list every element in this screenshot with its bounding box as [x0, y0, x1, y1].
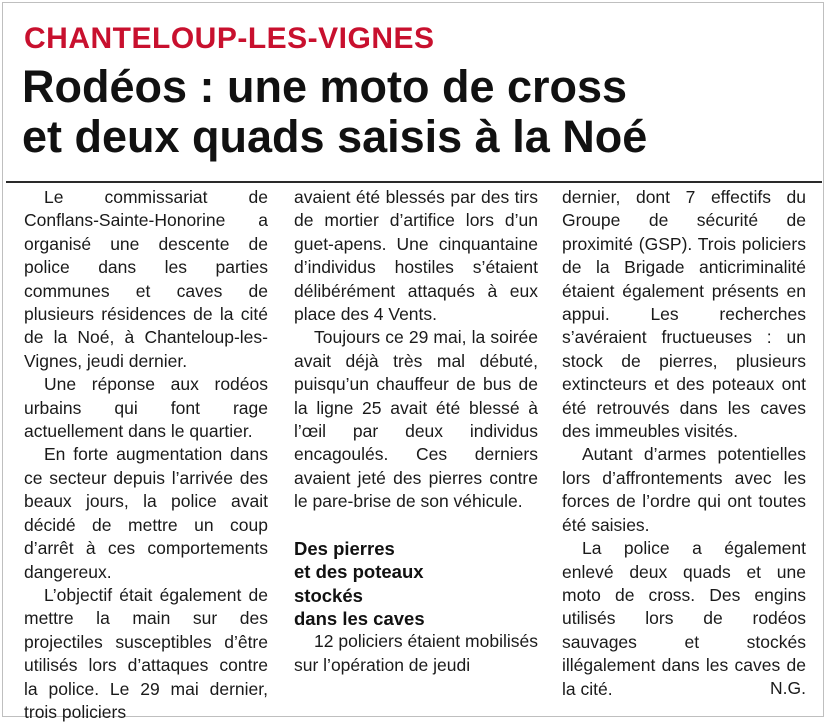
paragraph: L’objectif était également de mettre la main sur des projectiles susceptibles d’être utilisés lors d’attaques contre la police. Le 29 mai dernier, trois policiers: [24, 584, 268, 722]
subheading-line: dans les caves: [294, 607, 425, 629]
article-kicker: CHANTELOUP-LES-VIGNES: [24, 22, 435, 55]
paragraph: Le commissariat de Conflans-Sainte-Honorine a organisé une descente de police dans les parties communes et caves de plusieurs résidences de la cité de la Noé, à Chanteloup-les-Vignes, jeudi dernier.: [24, 187, 268, 371]
subheading-line: stockés: [294, 584, 363, 606]
paragraph: Autant d’armes potentielles lors d’affrontements avec les forces de l’ordre qui ont toutes été saisies.: [562, 444, 806, 535]
paragraph: En forte augmentation dans ce secteur depuis l’arrivée des beaux jours, la police avait décidé de mettre un coup d’arrêt à ces comportements dangereux.: [24, 444, 268, 582]
section-subheading: [294, 537, 538, 631]
paragraph: dernier, dont 7 effectifs du Groupe de sécurité de proximité (GSP). Trois policiers de la Brigade anticriminalité étaient également présents en appui. Les recherches s’avéraient fructueuses : un stock de pierres, plusieurs extincteurs et des poteaux ont été retrouvés dans les caves des immeubles visités.: [562, 187, 806, 442]
article-column-2: [294, 186, 538, 677]
article-column-1: [24, 186, 268, 724]
paragraph: Toujours ce 29 mai, la soirée avait déjà très mal débuté, puisqu’un chauffeur de bus de la ligne 25 avait été blessé à l’œil par deux individus encagoulés. Ces derniers avaient jeté des pierres contre le pare-brise de son véhicule.: [294, 327, 538, 512]
article-column-3: [562, 186, 806, 701]
subheading-line: et des poteaux: [294, 561, 424, 583]
paragraph: Une réponse aux rodéos urbains qui font rage actuellement dans le quartier.: [24, 374, 268, 442]
author-byline: N.G.: [770, 678, 806, 698]
paragraph: 12 policiers étaient mobilisés sur l’opération de jeudi: [294, 631, 538, 675]
headline-line-2: et deux quads saisis à la Noé: [22, 110, 648, 162]
subheading-line: Des pierres: [294, 537, 395, 559]
paragraph: avaient été blessés par des tirs de mortier d’artifice lors d’un guet-apens. Une cinquantaine d’individus hostiles s’étaient délibérément attaqués à eux place des 4 Vents.: [294, 187, 538, 325]
headline-divider: [6, 181, 822, 183]
article-headline: [22, 62, 647, 161]
paragraph: La police a également enlevé deux quads et une moto de cross. Des engins utilisés lors de rodéos sauvages et stockés illégalement dans les caves de la cité.: [562, 538, 806, 699]
headline-line-1: Rodéos : une moto de cross: [22, 61, 628, 112]
